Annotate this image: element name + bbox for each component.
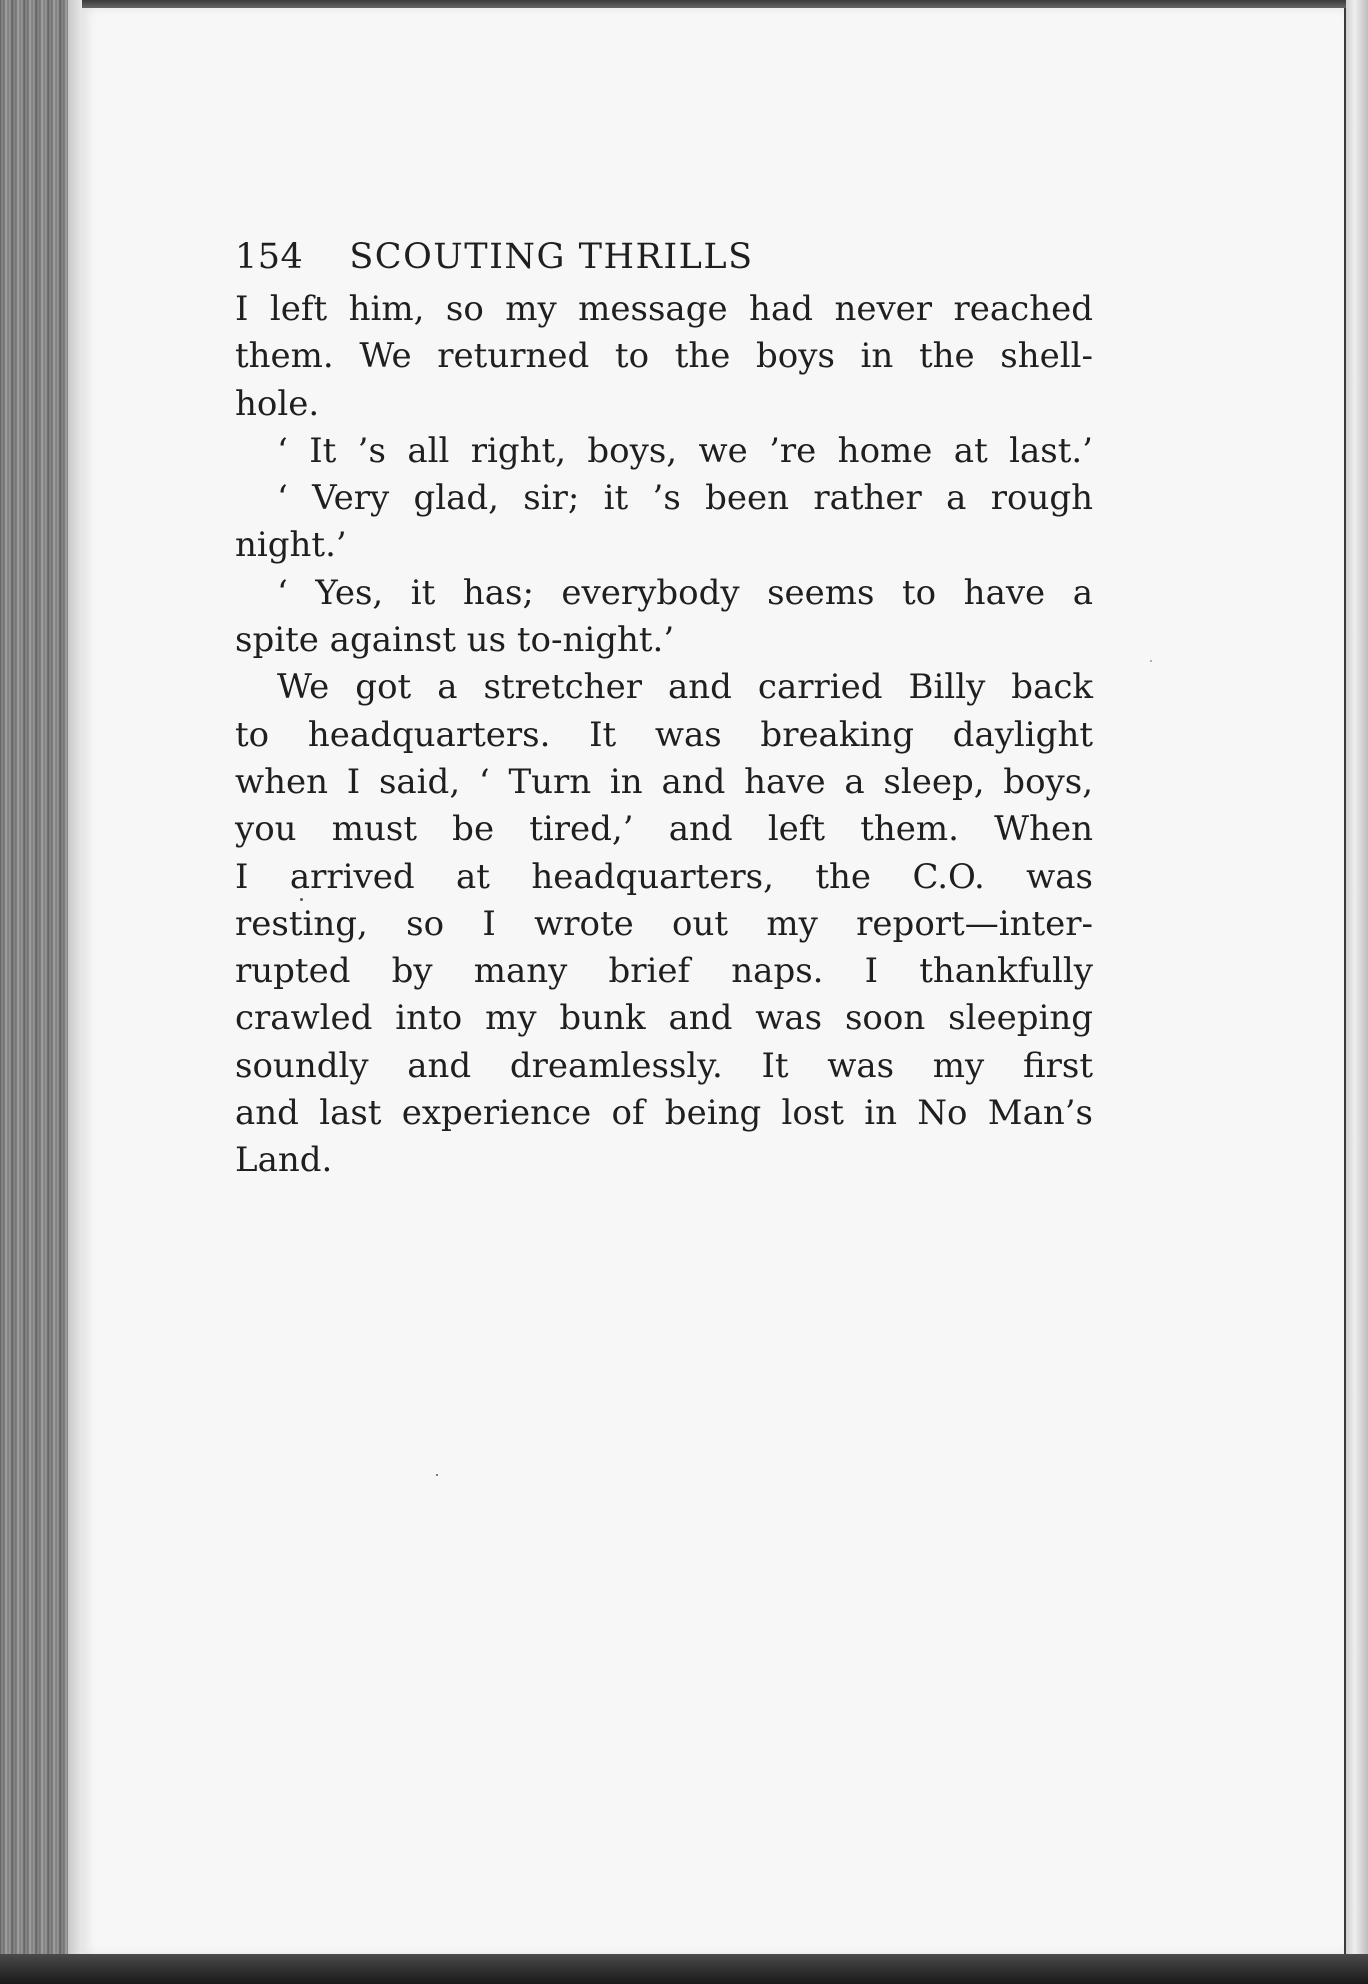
text-line: them. We returned to the boys in the shell- [235, 336, 1093, 377]
running-head [235, 228, 1093, 286]
text-line: spite against us to-night.’ [235, 620, 675, 661]
text-line: We got a stretcher and carried Billy back [277, 667, 1093, 708]
text-line: and last experience of being lost in No Man’s [235, 1093, 1093, 1134]
scan-right-border [1346, 0, 1368, 1984]
text-line: rupted by many brief naps. I thankfully [235, 951, 1093, 992]
text-line: when I said, ‘ Turn in and have a sleep, boys, [235, 761, 1093, 802]
page-number: 154 [235, 237, 304, 277]
text-line: ‘ Yes, it has; everybody seems to have a [277, 572, 1093, 613]
paper-speck [300, 898, 303, 901]
text-line: to headquarters. It was breaking daylight [235, 714, 1093, 755]
running-title: SCOUTING THRILLS [349, 237, 754, 277]
text-line: night.’ [235, 525, 347, 566]
text-line: Land. [235, 1140, 333, 1181]
text-line: I arrived at headquarters, the C.O. was [235, 856, 1093, 897]
paper-speck [1150, 660, 1152, 662]
book-page-edges [0, 0, 82, 1984]
text-line: soundly and dreamlessly. It was my first [235, 1045, 1093, 1086]
text-line: you must be tired,’ and left them. When [235, 809, 1093, 850]
text-line: I left him, so my message had never reached [235, 289, 1093, 329]
text-line: ‘ Very glad, sir; it ’s been rather a rough [277, 478, 1093, 519]
text-line: resting, so I wrote out my report—inter- [235, 903, 1093, 944]
paper-speck [436, 1474, 438, 1476]
text-line: ‘ It ’s all right, boys, we ’re home at last.’ [277, 430, 1093, 471]
body-text [235, 286, 1093, 1185]
text-line: crawled into my bunk and was soon sleeping [235, 998, 1093, 1039]
scan-bottom-border [0, 1954, 1368, 1984]
text-line: hole. [235, 383, 320, 424]
page-content [235, 228, 1093, 1185]
